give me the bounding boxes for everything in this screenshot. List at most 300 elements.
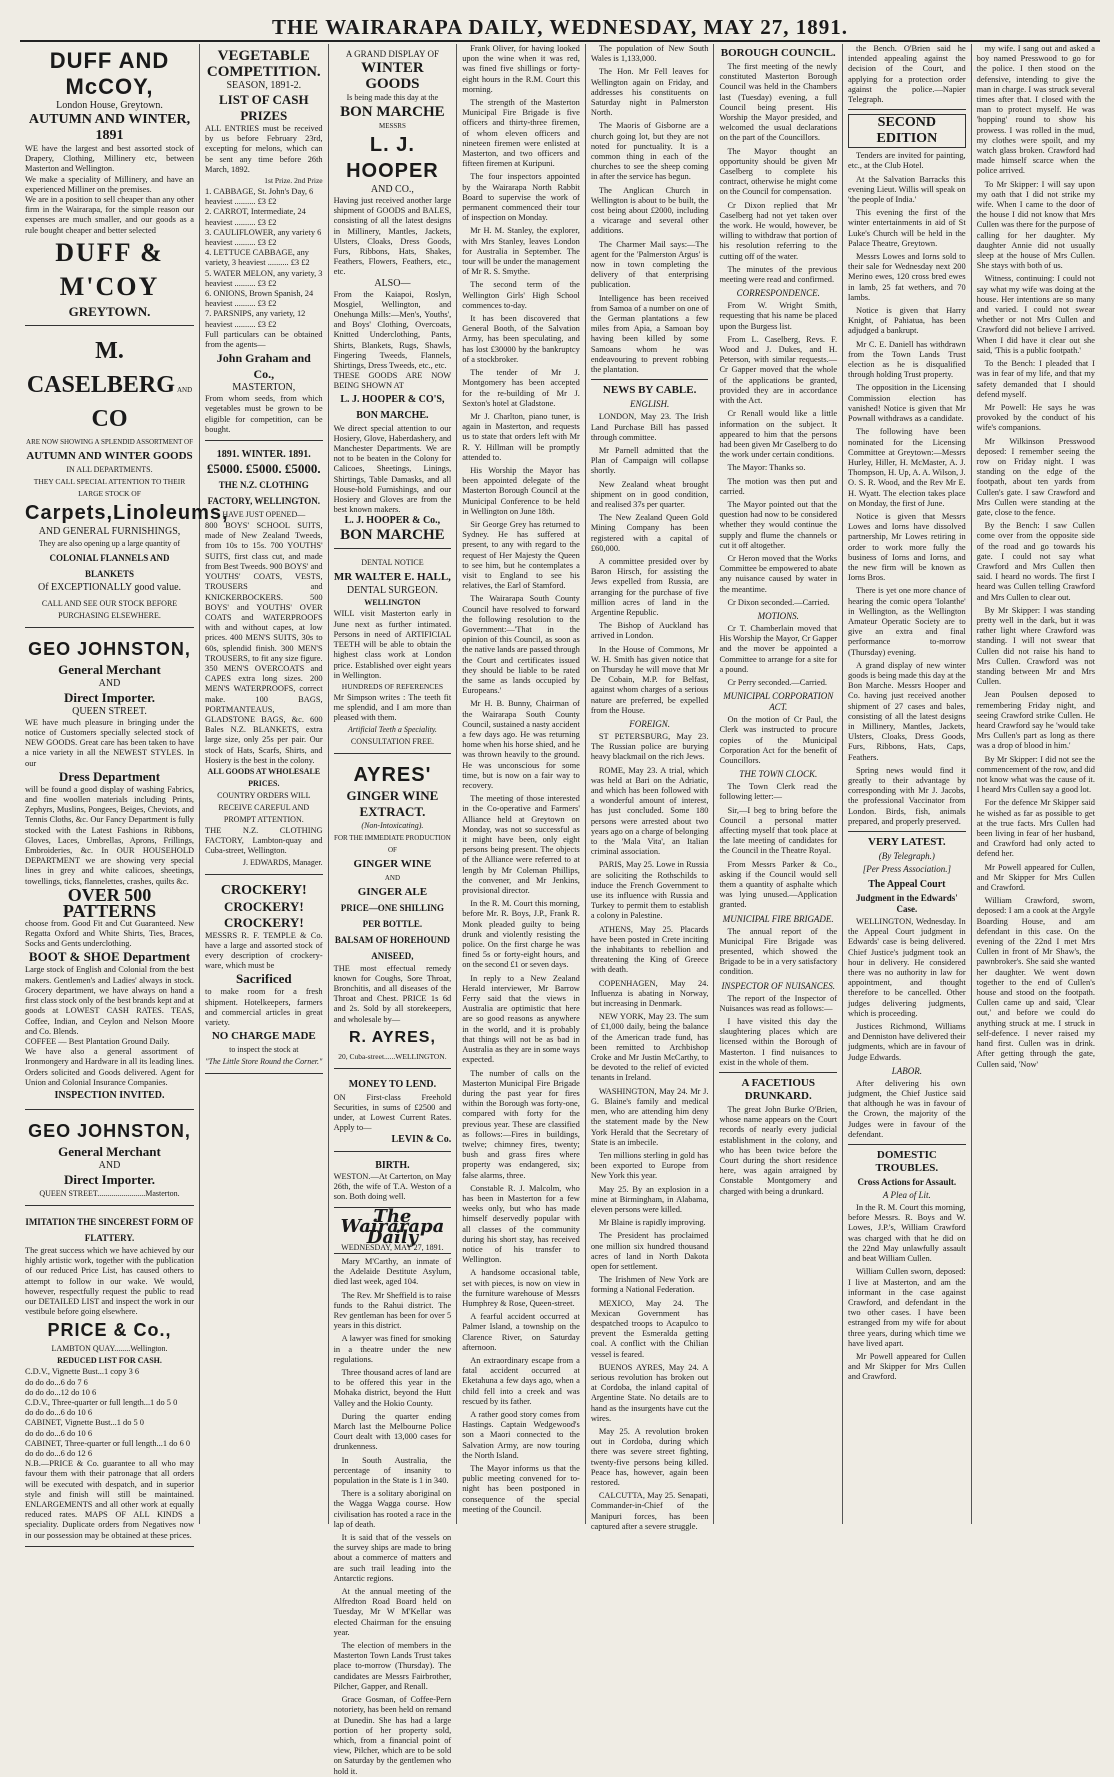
ad-line: They are also opening up a large quantity of [38,538,181,548]
masthead: THE WAIRARAPA DAILY, WEDNESDAY, MAY 27, 1891. [20,14,1100,42]
article: In the R. M. Court this morning, before Mr. R. Boys, J.P., Frank R. Monk pleaded guilty to being drunk and violently resisting the police. On the first charge he was fined 5s or forty-eight hours, and on the second £1 or seven days. [462,899,580,970]
divider [591,379,709,380]
column-7 [843,44,972,1524]
ad-name: BON MARCHE [340,104,445,120]
ad-place: LAMBTON QUAY........Wellington. [51,1344,168,1354]
ad-street: QUEEN STREET........................Masterton. [39,1188,180,1198]
vegetable-competition-ad [205,44,323,441]
ad-subtitle: London House, Greytown. [56,100,163,111]
article: Justices Richmond, Williams and Denniston have delivered their judgments, which are in favour of Judge Edwards. [848,1022,966,1062]
section-subheading: LABOR. [891,1065,922,1076]
ad-line: AND [384,873,400,882]
article: After delivering his own judgment, the Chief Justice said that although he was in favour of the Crown, the majority of the Judges were in favour of the defendant. [848,1078,966,1139]
cable-item: WASHINGTON, May 24. Mr J. G. Blaine's family and medical men, who are attending him deny the statement made by the New York Herald that the Secretary of State is an imbecile. [590,1086,709,1147]
ad-and: AND [98,677,121,689]
ad-body: WE have much pleasure in bringing under the notice of Customers specially selected stock of NEW GOODS. Great care has been taken to have a nice variety in all the NEWEST STYLES. In our [25,717,194,768]
article: Tenders are invited for painting, etc., at the Club Hotel. [848,151,966,171]
ad-name: THE N.Z. CLOTHING FACTORY, WELLINGTON. [207,480,321,507]
section-subheading: A Plea of Lit. [882,1190,931,1201]
article: WELLINGTON, Wednesday. In the Appeal Court judgment in Edwards' case is being delivered. Chief Justice's judgment took an hour in delivery. He considered there was no authority in law for appointment, and thought therefore to be cancelled. Other judges delivering judgments, which is proceeding. [848,917,966,1018]
crockery-ad [205,879,323,1075]
ad-patterns: OVER 500 PATTERNS [62,884,157,921]
section-subheading: (By Telegraph.) [878,851,935,862]
article: The Mayor thought an opportunity should be given Mr Caselberg to complete his contract, otherwise he might come on the Council for compensation. [719,146,838,197]
ad-body: Large stock of English and Colonial from the best makers. Gentlemen's and Ladies' always in stock. Grocery department, we have always on hand a first class stock only of the best brands kept and at goods at LOWEST CASH RATES. TEAS, Coffee, Indian, and Ceylon and Nelson Moore and Co. Blends. [25,965,194,1036]
column-6 [714,44,843,1524]
article: From W. Wright Smith, requesting that his name be placed upon the Burgess list. [719,301,838,331]
article: It is said that of the vessels on the survey ships are made to bring about a commerce of matters and are such trail leading into the Antarctic regions. [333,1533,452,1583]
column-8 [972,44,1100,1524]
ad-line: FOR THE IMMEDIATE PRODUCTION OF [334,833,451,854]
ad-store: "The Little Store Round the Corner." [205,1057,323,1067]
ad-carpets: Carpets, [25,501,114,524]
article: Mr Powell appeared for Cullen, and Mr Skipper for Mrs Cullen and Crawford. [976,862,1095,893]
article: At the annual meeting of the Alfredton Road Board held on Tuesday, Mr W M'Kellar was elected Chairman for the ensuing year. [333,1587,452,1637]
ad-body: We make a speciality of Millinery, and have an experienced Milliner on the premises. [25,174,194,194]
ad-line: ALL GOODS AT WHOLESALE PRICES. [207,766,321,788]
cable-item: In the House of Commons, Mr W. H. Smith has given notice that on Thursday he will move that Mr De Cobain, M.P. for Belfast, against whom charges of a serious nature are preferred, be expelled from the House. [590,644,709,715]
ad-body: THE most effectual remedy known for Coughs, Sore Throat, Bronchitis, and all diseases of the Throat and Chest. PRICE 1s 6d and 2s. Sold by all storekeepers, and wholesale by— [333,963,452,1024]
ad-line: THEY CALL SPECIAL ATTENTION TO THEIR LARGE STOCK OF [33,476,186,498]
article: The Mayor: Thanks so. [727,463,806,473]
section-heading: A FACETIOUS DRUNKARD. [741,1077,815,1103]
cable-item: The Bishop of Auckland has arrived in London. [590,621,709,641]
article: To the Bench: I pleaded that I was in fear of my life, and that my safety demanded that I should defend myself. [976,359,1095,399]
ad-body: ON First-class Freehold Securities, in sums of £2500 and under, at Lowest Current Rates. Apply to— [333,1092,452,1133]
column-4 [457,44,586,1524]
ad-body: We have also a general assortment of Ironmongery and Hardware in all its leading lines. Orders solicited and Goods delivered. Agent for Union and Colonial Insurance Companies. [25,1047,194,1087]
ad-name: BON MARCHE [340,527,445,544]
ad-name: DUFF & M'COY [55,237,164,301]
caselberg-ad [25,330,229,628]
ad-price: PRICE—ONE SHILLING PER BOTTLE. [340,902,445,929]
ad-line: MESSRS [378,122,406,130]
ad-head: CROCKERY! CROCKERY! [223,898,304,930]
section-subheading: CORRESPONDENCE. [736,288,820,299]
section-subheading: ENGLISH. [630,399,670,410]
ad-list: LIST OF CASH PRIZES [219,92,309,123]
birth-notice [334,1156,452,1209]
ad-body: COFFEE — Best Plantation Ground Daily. [25,1036,170,1046]
article: William Crawford, sworn, deposed: I am a cook at the Argyle Boarding House, and am defendant in this case. On the evening of the 22nd I met Mrs Cullen in front of Mr Shaw's, the pawnbroker's. She said she wanted her daughter. We went down together to the end of Cullen's house and stood on the footpath. Cullen came up and said, 'Clear out,' and before we could do anything struck at me. I struck in self-defence. I never raised my hand first. Cullen was in drink. After getting through the gate, Cullen said, 'Now' [976,896,1095,1069]
paper-title: The Wairarapa Daily [340,1206,445,1248]
ad-body: Mr Simpson writes : The teeth fit me splendid, and I am more than pleased with them. [333,692,452,723]
article: It has been discovered that General Booth, of the Salvation Army, has been speculating, and has lost £30000 by the bankruptcy of a stockbroker. [462,314,580,364]
article: The Rev. Mr Sheffield is to raise funds to the Rahui district. The Rev gentleman has been for over 5 years in this district. [333,1290,452,1331]
ad-head: BIRTH. [375,1159,410,1171]
price-row: do do do...6 do 12 6 [25,1448,92,1458]
article: The Mayor informs us that the public meeting convened for to-night has been postponed in consequence of the special meeting of the Council. [462,1464,580,1514]
ad-nocharge: NO CHARGE MADE [211,1030,316,1043]
ad-agent: John Graham and Co., [216,351,311,382]
duff-mccoy-ad [25,44,194,326]
ad-firm: R. AYRES, [348,1028,436,1046]
article: Three thousand acres of land are to be offered this year in the Mohaka district, beyond the Hutt Valley and the Hokio County. [333,1368,452,1408]
ad-line: COLONIAL FLANNELS AND BLANKETS [49,552,170,579]
divider [848,1144,966,1145]
article: There is yet one more chance of hearing the comic opera 'Iolanthe' in Wellington, as the Wellington Amateur Operatic Society are to give an extra and final performance to-morrow (Thursday) evening. [848,586,966,657]
ad-line: to inspect the stock at [229,1045,299,1055]
article: During the quarter ending March last the Melbourne Police Court dealt with 13,000 cases for drunkenness. [333,1411,452,1452]
article: The Town Clerk read the following letter:— [719,782,838,802]
ad-name: M. CASELBERG [26,337,175,398]
article: The population of New South Wales is 1,133,000. [590,44,709,64]
article: Cr Renall would like a little information on the subject. It appeared to him that the persons had been given Mr Caselberg to do the work under certain conditions. [719,409,838,460]
geo-johnston-ad [25,632,194,1110]
cable-item: New Zealand wheat brought shipment on in good condition, and realised 37s per quarter. [590,479,709,509]
section-subheading: FOREIGN. [629,718,670,729]
article: Messrs Lowes and Iorns sold to their sale for Wednesday next 200 Merino ewes, 120 cross bred ewes in lamb, 25 fat wethers, and 70 lambs. [848,252,966,302]
ad-line: COUNTRY ORDERS WILL RECEIVE CAREFUL AND PROMPT ATTENTION. [217,790,311,824]
ad-list: REDUCED LIST FOR CASH. [57,1356,162,1366]
divider [848,831,966,832]
ad-firm: L. J. HOOPER [346,134,439,182]
article: The minutes of the previous meeting were read and confirmed. [719,264,838,285]
money-lend-ad [334,1073,452,1152]
veg-row: 3. CAULIFLOWER, any variety 6 heaviest .......... £3 £2 [205,227,322,248]
ad-dept: Dress Department [58,768,161,784]
section-heading: DOMESTIC TROUBLES. [875,1149,939,1175]
ad-body: From the Kaiapoi, Roslyn, Mosgiel, Wellington, and Onehunga Mills:—Men's, Youths', and Boys' Clothing, Overcoats, Knitted Underclothing, Pants, Shirts, Blankets, Rugs, Shawls, Fingering Tweeds, Flannels, Shirtings, Dress Tweeds, etc., etc. [333,289,452,371]
section-subheading: [Per Press Association.] [862,864,951,875]
article: Notice is given that Messrs Lowes and Iorns have dissolved partnership, Mr Lowes retiring in order to work more fully the business of Iorns and Iorns, and the new firm will be known as Iorns Bros. [848,511,966,583]
ad-sacrificed: Sacrificed [236,971,292,987]
section-heading: The Appeal Court [868,879,946,891]
ad-body: to make room for a fresh shipment. Hotelkeepers, farmers and commercial articles in great variety. [205,987,323,1027]
article: The great John Burke O'Brien, whose name appears on the Court records of nearly every judicial establishment in the colony, and who has been twice before the Court during the short residence here, was again arraigned by Constable Montgomery and charged with being a drunkard. [719,1105,838,1196]
article: To Mr Skipper: I will say upon my oath that I did not strike my wife. When I came to the door of the house I did not know that Mrs Cullen was there for the purpose of calling for her daughter. My daughter Annie did not usually sleep at the house of Mrs Cullen. She stays with both of us. [976,179,1095,271]
ad-title: DUFF AND McCOY, [49,48,170,99]
article: In South Australia, the percentage of insanity to population in the State is 1 in 340. [333,1455,452,1486]
section-subheading: Cross Actions for Assault. [857,1177,957,1188]
article: Jean Poulsen deposed to remembering Friday night, and seeing Crawford strike Cullen. He heard Crawford say he 'would take Mrs Cullen's part as long as there was a drop of blood in him.' [976,690,1095,751]
ad-firm: L. J. HOOPER & Co., [344,515,441,527]
article: The strength of the Masterton Municipal Fire Brigade is five officers and thirty-three firemen, of whom eleven officers and nineteen firemen were enlisted at Masterton, and two officers and fifteen firemen at Kuripuni. [462,98,580,169]
ad-body: will be found a good display of washing Fabrics, and fine woollen materials including Prints, Zephyrs, Muslins, Pongees, Beiges, Cheviots, and Tennis Cloths, &c. Our Fancy Department is fully stocked with the Latest Fashions in Ribbons, Gloves, Laces, Umbrellas, Aprons, Frillings, Embroideries, &c. In OUR HOUSEHOLD DEPARTMENT we are showing very special lines in grey and white calicoes, sheetings, towellings, ticks, flannelettes, crashes, quilts &c. [25,784,194,886]
article: By Mr Skipper: I was standing pretty well in the dark, but it was rather light where Crawford was standing. I will not swear that Cullen did not raise his hand to Mrs Cullen. Crawford was not standing between Mr and Mrs Cullen. [976,605,1095,687]
article: Cr T. Chamberlain moved that His Worship the Mayor, Cr Gapper and the mover be appointed a Committee to arrange for a site for a pound. [719,623,838,674]
article: Witness, continuing: I could not say what my wife was doing at the house. Her intentions are so many and varied. I could not swear whether or not Mrs Cullen and Crawford did not believe I arrived. When I did have it clear out she said, 'This is a public footpath.' [976,274,1095,355]
article: The first meeting of the newly constituted Masterton Borough Council was held in the Chambers last (Tuesday) evening, a full Council being present. His Worship the Mayor presided, and welcomed the usual declarations on the part of the Councillors. [719,62,838,143]
ad-name: AYRES' [353,763,432,786]
ad-name: PRICE & Co., [47,1320,172,1341]
ad-role: DENTAL SURGEON. [346,585,438,597]
veg-row: 1. CABBAGE, St. John's Day, 6 heaviest .......... £3 £2 [205,187,314,207]
price-row: do do do...6 do 7 6 [25,1377,88,1387]
paper-date: WEDNESDAY, MAY 27, 1891. [334,1243,452,1254]
ad-line: Artificial Teeth a Speciality. [347,724,437,734]
article: The second term of the Wellington Girls' High School commences to-day. [462,280,580,310]
geo-johnston-ad-2 [25,1114,194,1206]
columns [20,44,1100,1776]
ad-head: CROCKERY! [220,882,307,898]
ad-line: ALSO— [374,277,411,289]
ad-manager: J. EDWARDS, Manager. [242,857,323,867]
ad-body: Full particulars can be obtained from the agents— [205,329,323,350]
veg-row: 4. LETTUCE CABBAGE, any variety, 3 heaviest .......... £3 £2 [205,248,310,268]
article: Cr Dixon replied that Mr Caselberg had not yet taken over the work. He would, however, be willing to withdraw that portion of his resolution referring to the cutting off of the water. [719,200,838,261]
article: This evening the first of the winter entertainments in aid of St Luke's Church will be held in the Palace Theatre, Greytown. [848,208,966,248]
article: The motion was then put and carried. [719,476,838,496]
ad-co: CO [91,405,128,432]
article: Mr Powell appeared for Cullen and Mr Skipper for Mrs Cullen and Crawford. [848,1351,966,1382]
ad-line: IN ALL DEPARTMENTS. [66,464,153,474]
column-1 [20,44,229,1540]
article: Mr H. M. Stanley, the explorer, with Mrs Stanley, leaves London for Australia in September. The tour will be under the management of Mr R. S. Smythe. [462,226,580,277]
ad-street: QUEEN STREET. [72,705,147,717]
price-rows [25,1367,194,1459]
ad-note: N.B.—PRICE & Co. guarantee to all who may favour them with their patronage that all orders will be executed with despatch, and in superior style and finish will still be maintained. ENLARGEMENTS and all other work at equally reduced rates. MAPS OF ALL KINDS a speciality. Duplicate orders from Negatives now in our possession may be obtained at these prices. [25,1459,194,1540]
ad-role: General Merchant [58,1143,161,1159]
article: my wife. I sang out and asked a boy named Presswood to go for the police. I then stood on the defensive, intending to give the man in charge. I was struck several times after that. I closed with the man to protect myself. He was 'hopping' round to show his prowess. I was rolled in the mud, my clothes were spoilt, and my watch glass broken. Crawford had made himself scarce when the police arrived. [976,44,1095,176]
ad-winter: WINTER GOODS [361,60,424,92]
ad-linoleums: Linoleums, [113,501,229,524]
article: The tender of Mr J. Montgomery has been accepted for the re-building of Mr J. Sexton's hotel at Gladstone. [462,368,580,408]
article: A fearful accident occurred at Palmer Island, a township on the Clarence River, on Saturday afternoon. [462,1312,580,1352]
article: The four inspectors appointed by the Wairarapa North Rabbit Board to supervise the work of permanent commenced their tour of inspection on Monday. [462,172,580,223]
ad-body: 800 BOYS' SCHOOL SUITS, made of New Zealand Tweeds, from 10s to 15s. 700 YOUTHS' SUITS, first class cut, and made from Best Tweeds. 900 BOYS' and YOUTHS' COATS, VESTS, TROUSERS and KNICKERBOCKERS. 500 BOYS' and YOUTHS' OVER COATS and WATERPROOFS with and without capes, at low prices. 400 MEN'S SUITS, 30s to 60s, splendid finish. 300 MEN'S TROUSERS, to fit any size figure. 350 MEN'S OVERCOATS and CAPES extra long sizes. 200 MEN'S WATERPROOFS, correct make. 100 BAGS, PORTMANTEAUS, GLADSTONE BAGS, &c. 600 Bales N.Z. BLANKETS, extra large size, only 25s per pair. Our stock of Hats, Scarfs, Shirts, and Hosiery is the best in the colony. [205,521,323,765]
ad-product: GINGER WINE EXTRACT. [346,787,439,819]
ad-body: We are in a position to sell cheaper than any other firm in the Wairarapa, for the simple reason our expenses are much smaller, and our goods as a rule bought cheaper and better selected [25,195,194,235]
ad-town: MASTERTON, [232,382,296,394]
ad-body: WESTON.—At Carterton, on May 26th, the wife of T.A. Weston of a son. Both doing well. [333,1171,452,1201]
article: The annual report of the Municipal Fire Brigade was presented, which showed the Brigade to be in a very satisfactory condition. [719,926,838,977]
ad-pounds: £5000. £5000. £5000. [206,461,321,477]
column-3 [329,44,458,1776]
section-subheading: MOTIONS. [757,610,799,621]
ad-body: THESE GOODS ARE NOW BEING SHOWN AT [333,371,452,391]
section-heading: VERY LATEST. [868,836,946,849]
ad-line: (Non-Intoxicating). [361,820,424,830]
ad-body: From whom seeds, from which vegetables must be grown to be eligible for competition, can be bought. [205,394,323,434]
article: Sir George Grey has returned to Sydney. He has suffered at present, to any with regard to the request of Her Majesty the Queen to see him, but he contemplates a visit to England to see his relatives, the Earl of Stamford. [462,519,580,591]
article: Notice is given that Harry Knight, of Pahiatua, has been adjudged a bankrupt. [848,306,966,336]
cable-item: MEXICO, May 24. The Mexican Government has despatched troops to Acapulco to prevent the Esmeralda getting coal. A conflict with the Chilian vessel is feared. [590,1298,709,1359]
ad-line: GINGER WINE [353,857,432,870]
ad-inspect: INSPECTION INVITED. [54,1089,165,1101]
veg-row: 6. ONIONS, Brown Spanish, 24 heaviest .......... £3 £2 [205,289,314,309]
ad-body: The great success which we have achieved by our highly artistic work, together with the publication of our reduced Price List, has caused others to attempt to follow in our wake. We would, however, respectfully request the public to read our DETAILED LIST and inspect the work in our vestibule before going elsewhere. [25,1245,194,1317]
cable-item: The President has proclaimed one million six hundred thousand acres of land in North Dakota open for settlement. [590,1231,709,1271]
cable-item: May 25. By an explosion in a mine at Birmingham, in Alabama, eleven persons were killed. [590,1184,709,1214]
article: The number of calls on the Masterton Municipal Fire Brigade during the past year for fires within the Borough was forty-one, compared with forty for the previous year. These are classified as follows:—Fires in buildings, twelve; chimney fires, twenty; bush and grass fires where property was endangered, six; false alarms, three. [462,1068,580,1180]
ad-years: 1891. WINTER. 1891. [216,449,311,461]
article: I have visited this day the slaughtering places which are licensed within the Borough of Masterton. I find nuisances to exist in the whole of them. [719,1017,838,1067]
veg-row: 7. PARSNIPS, any variety, 12 heaviest .......... £3 £2 [205,309,306,329]
price-row: CABINET, Vignette Bust...1 do 5 0 [25,1418,144,1428]
article: Frank Oliver, for having looked upon the wine when it was red, was fined five shillings or forty-eight hours in the R.M. Court this morning. [462,44,580,94]
ad-body: MESSRS R. F. TEMPLE & Co. have a large and assorted stock of every description of crockery-ware, which must be [205,930,323,971]
section-heading: SECOND EDITION [848,114,966,148]
column-2 [200,44,329,1524]
cable-item: LONDON, May 23. The Irish Land Purchase Bill has passed through committee. [590,412,709,442]
article: In the R. M. Court this morning, before Messrs. R. Boys and W. Lowes, J.P.'s, William Crawford was charged with that he did on the 22nd May unlawfully assault and beat William Cullen. [848,1203,966,1264]
article: Cr Dixon seconded.—Carried. [727,597,830,607]
ad-head: MONEY TO LEND. [348,1078,437,1090]
cable-item: ROME, May 23. A trial, which was held at Bari on the Adriatic, and which has been followed with a wonderful amount of interest, has just concluded. Some 180 persons were arrested about two years ago on a charge of belonging to the 'Mala Vita', an Italian criminal association. [590,765,709,857]
cable-item: NEW YORK, May 23. The sum of £1,000 daily, being the balance of the American trade fund, has been remitted to Archbishop Croke and Mr Justin McCarthy, to be devoted to the relief of evicted tenants in Ireland. [590,1012,709,1083]
article: The Hon. Mr Fell leaves for Wellington again on Friday, and addresses his constituents on Saturday night in Palmerston North. [590,67,709,118]
ad-head: DENTAL NOTICE [361,558,424,568]
article: Mr Wilkinson Presswood deposed: I remember seeing the row on Friday night. I was standing on the edge of the footpath, about ten yards from Cullen's gate. I saw Crawford and Mrs Cullen were standing at the gate, close to the fence. [976,436,1095,517]
article: Grace Gosman, of Coffee-Pern notoriety, has been held on remand at Dunedin. She has had a large portion of her property sold, which, from a financial point of view, Pilcher, which are to be sold on Saturday by the gentlemen who hold it. [333,1695,452,1776]
ayres-ad [334,758,452,1069]
ad-town: GREYTOWN. [68,303,151,319]
article: Constable R. J. Malcolm, who has been in Masterton for a few weeks only, but who has made himself deservedly popular with all classes of the community during his short stay, has received notice of his transfer to Wellington. [462,1183,580,1265]
price-row: CABINET, Three-quarter or full length...1 do 6 0 [25,1438,191,1448]
cable-item: Mr Blaine is rapidly improving. [598,1218,706,1228]
ad-line: CONSULTATION FREE. [350,736,434,746]
article: The following have been nominated for the Licensing Committee at Greytown:—Messrs Hurley, Hiller, H. McMaster, A. J. Thompson, H. Up, A. A. Wilson, J. O. S. R. Wood, and the Rev Mr E. H. Wyatt. The election takes place on Monday, the first of June. [848,427,966,508]
article: From L. Caselberg, Revs. F. Wood and J. Dukes, and H. Peterson, with similar requests.—Cr Gapper moved that the whole of the applications be granted, provided they are in accordance with the Act. [719,334,838,406]
ad-name: MR WALTER E. HALL, [333,571,451,584]
section-heading: NEWS BY CABLE. [602,384,697,397]
ad-head: IMITATION THE SINCEREST FORM OF FLATTERY. [25,1216,194,1243]
veg-rows [205,187,323,330]
ad-dept: BOOT & SHOE Department [28,949,191,965]
veg-row: 5. WATER MELON, any variety, 3 heaviest .......... £3 £2 [205,268,323,288]
article: By Mr Skipper: I did not see the commencement of the row, and did not know what was the cause of it. I heard Mrs Cullen say a good lot. [976,754,1095,795]
section-subheading: MUNICIPAL CORPORATION ACT. [723,691,834,713]
section-subheading: THE TOWN CLOCK. [739,769,818,780]
article: The report of the Inspector of Nuisances was read as follows:— [719,993,838,1013]
ad-line: BALSAM OF HOREHOUND ANISEED, [334,934,450,961]
article: Intelligence has been received from Samoa of a number on one of the German plantations a few miles from Apia, a Samoan boy having been killed by some Samoans whom he was endeavouring to prevent robbing the plantation. [590,293,709,375]
price-co-ad [25,1210,194,1547]
article: Mr C. E. Daniell has withdrawn from the Town Lands Trust election as he is disqualified through holding Trust property. [848,339,966,380]
section-heading: BOROUGH COUNCIL. [720,47,836,59]
ad-body: We direct special attention to our Hosiery, Glove, Haberdashery, and Manchester Departments. We are not to be beaten in the Colony for Calicoes, Sheetings, Linings, Shirtings, Table Damasks, and all House-hold Furnishings, and our Hosiery and Gloves are from the best known makers. [333,423,452,515]
ad-line: ARE NOW SHOWING A SPLENDID ASSORTMENT OF [26,437,193,446]
cable-item: COPENHAGEN, May 24. Influenza is abating in Norway, but increasing in Denmark. [590,978,709,1009]
ad-and: AND [98,1159,121,1171]
ad-firm: L. J. HOOPER & CO'S, BON MARCHE. [340,393,445,421]
column-5 [586,44,715,1531]
ad-line: GINGER ALE [357,885,428,898]
article: In reply to a New Zealand Herald interviewer, Mr Barrow Ferry said that the views in Australia are optimistic that here are so good reasons as anywhere in the world, and it is probably that things will not be as bad in Australia as they are in some ways expected. [462,973,580,1065]
ad-body: ALL ENTRIES must be received by us before February 23rd, excepting for melons, which can be sent any time before 26th March, 1892. [205,124,323,174]
article: A rather good story comes from Hastings. Captain Wedgewood's son a Maori connected to the Salvation Army, are now touring the North Island. [462,1410,580,1460]
ad-line: Of EXCEPTIONALLY good value. [37,581,182,593]
article: the Bench. O'Brien said he intended appealing against the decision of the Court, and applying for a protection order against the police.—Napier Telegraph. [848,44,966,105]
article: Cr Perry seconded.—Carried. [727,677,827,687]
divider [848,109,966,110]
article: Mary M'Carthy, an inmate of the Adelaide Destitute Asylum, died last week, aged 104. [333,1256,452,1287]
article: Mr H. B. Bunny, Chairman of the Wairarapa South County Council, sustained a nasty accident a few days ago. He was returning home when his horse shied, and he was thrown heavily to the ground. He was unconscious for some time, but is now on a fair way to recovery. [462,699,580,791]
article: His Worship the Mayor has been appointed delegate of the Masterton Borough Council at the Municipal Conference to be held in Wellington on June 18th. [462,465,580,516]
cable-item: ST PETERSBURG, May 23. The Russian police are burying heavy blackmail on the rich Jews. [590,731,709,762]
price-row: do do do...6 do 10 6 [25,1408,92,1418]
price-row: C.D.V., Three-quarter or full length...1 do 5 0 [25,1397,178,1407]
ad-opened: HAVE JUST OPENED— [222,510,306,520]
ad-head: A GRAND DISPLAY OF [345,49,439,59]
article: Sir,—I beg to bring before the Council a personal matter affecting myself that took place at the late meeting of candidates for the Council in the Theatre Royal. [719,805,838,856]
article: The opposition in the Licensing Commission election has vanished! Notice is given that Mr Pownall withdraws as a candidate. [848,383,966,424]
section-subheading: INSPECTOR OF NUISANCES. [721,980,836,991]
ad-body: Having just received another large shipment of GOODS and BALES, consisting of all the latest designs in Millinery, Mantles, Jackets, Ulsters, Cloaks, Dress Goods, Furs, Ribbons, Hats, Shakes, Feathers, Flowers, Feathers, etc., etc. [333,196,452,277]
ad-line: CALL AND SEE OUR STOCK BEFORE PURCHASING ELSEWHERE. [41,598,178,620]
article: Spring news would find it greatly to their advantage by corresponding with Mr J. Jacobs, the professional Vaccinator from London. Birds, fish, animals prepared, and properly preserved. [848,765,966,826]
article: A lawyer was fined for smoking in a theatre under the new regulations. [333,1334,452,1364]
ad-cols: 1st Prize. 2nd Prize [264,176,323,186]
ad-role: Direct Importer. [64,689,155,705]
cable-item: The Irishmen of New York are forming a National Federation. [590,1275,709,1295]
cable-item: A committee presided over by Baron Hirsch, for assisting the Jews expelled from Russia, are arranging for the purchase of five million acres of land in the Argentine Republic. [590,556,709,617]
nz-clothing-ad [205,445,323,874]
bon-marche-ad [334,44,452,549]
article: A grand display of new winter goods is being made this day at the Bon Marche. Messrs Hooper and Co. having just received another shipment of 27 cases and bales, consisting of all the latest designs in Millinery, Mantles, Jackets, Ulsters, Cloaks, Dress Goods, Furs, Ribbons, Hats, Caps, Feathers. [848,660,966,762]
ad-line: AND GENERAL FURNISHINGS, [38,525,181,537]
price-row: do do do...6 do 10 6 [25,1428,92,1438]
article: There is a solitary aboriginal on the Wagga Wagga course. How civilisation has rooted a race in the lap of death. [333,1489,452,1529]
article: Mr J. Charlton, piano tuner, is again in Masterton, and requests us to state that orders left with Mr R. Y. Hillman will be promptly attended to. [462,411,580,462]
article: The Maoris of Gisborne are a church going lot, but they are not noted for punctuality. It is a common thing in each of the churches to see the sheep coming in after the service has begun. [590,121,709,182]
editorial [333,1206,452,1777]
ad-line: AUTUMN AND WINTER GOODS [26,449,193,462]
veg-row: 2. CARROT, Intermediate, 24 heaviest .......... £3 £2 [205,207,306,227]
price-row: do do do...12 do 10 6 [25,1387,97,1397]
cable-item: Ten millions sterling in gold has been exported to Europe from New York this year. [590,1150,709,1181]
article: An extraordinary escape from a fatal accident occurred at Eketahuna a few days ago, when a child fell into a creek and was rescued by its father. [462,1355,580,1406]
ad-season: SEASON, 1891-2. [226,80,302,91]
cable-item: May 25. A revolution broken out in Cordoba, during which there was severe street fighting, twenty-five persons being killed. Peace has, however, again been restored. [590,1426,709,1487]
ad-line: HUNDREDS OF REFERENCES [341,681,444,691]
ad-body: WE have the largest and best assorted stock of Drapery, Clothing, Millinery etc, between Masterton and Wellington. [25,144,194,174]
ad-and: AND [176,385,193,394]
ad-role: Direct Importer. [64,1171,155,1187]
article: The Wairarapa South County Council have resolved to forward the following resolution to the Government:—'That in the opinion of this Council, as soon as the native lands are passed through the Court and certificates issued they should be liable to be rated the same as lands occupied by Europeans.' [462,594,580,696]
article: The Charmer Mail says:—The agent for the 'Palmerston Argus' is now in town completing the delivery of that enterprising publication. [590,239,709,290]
article: Cr Heron moved that the Works Committee be empowered to abate any nuisance caused by water in the meantime. [719,553,838,594]
ad-season: AUTUMN AND WINTER, 1891 [28,112,191,143]
article: William Cullen sworn, deposed: I live at Masterton, and am the informant in the case against Crawford, and defendant in the two other cases. I have been estranged from my wife for about three years, during which time we have lived apart. [848,1267,966,1348]
article: The election of members in the Masterton Town Lands Trust takes place to-morrow (Thursday). The candidates are Messrs Fairbrother, Pilcher, Gapper, and Renall. [333,1641,452,1691]
article: On the motion of Cr Paul, the Clerk was instructed to procure copies of the Municipal Corporation Act for the benefit of Councillors. [719,715,838,765]
ad-body: THE N.Z. CLOTHING FACTORY, Lambton-quay and Cuba-street, Wellington. [205,825,323,856]
cable-item: CALCUTTA, May 25. Senapati, Commander-in-Chief of the Manipuri forces, has been captured after a severe struggle. [590,1491,709,1531]
ad-body: choose from. Good Fit and Cut Guaranteed. New Regatta Oxford and White Shirts, Ties, Braces, Socks and Gents underclothing. [25,918,194,949]
cable-item: Mr Parnell admitted that the Plan of Campaign will collapse shortly. [590,445,709,476]
ad-body: WILL visit Masterton early in June next as further intimated. Persons in need of ARTIFICIAL TEETH will be able to obtain the highest class work at London price. Established over eight years in Wellington. [333,609,452,680]
ad-name: GEO JOHNSTON, [28,1120,191,1141]
article: A handsome occasional table, set with pieces, is now on view in the furniture warehouse of Messrs Humphrey & Rose, Queen-street. [462,1268,580,1308]
ad-firm: LEVIN & Co. [391,1133,452,1145]
cable-item: ATHENS, May 25. Placards have been posted in Crete inciting the inhabitants to rebellion and threatening the King of Greece with death. [590,924,709,975]
ad-name: GEO JOHNSTON, [28,638,191,659]
cable-item: The New Zealand Queen Gold Mining Company has been registered with a capital of £60,000. [590,513,709,553]
cable-item: PARIS, May 25. Lowe in Russia are soliciting the Rothschilds to induce the French Government to use its influence with Russia and Turkey to permit them to establish a colony in Palestine. [590,860,709,921]
article: The Anglican Church in Wellington is about to be built, the cost being about £2000, including a vicarage and several other additions. [590,185,709,236]
ad-role: General Merchant [58,661,161,677]
section-subheading: Judgment in the Edwards' Case. [855,893,958,915]
ad-line: AND CO., [370,184,414,195]
article: At the Salvation Barracks this evening Lieut. Willis will speak on 'the people of India.' [848,174,966,205]
ad-addr: 20, Cuba-street......WELLINGTON. [338,1051,447,1061]
article: From Messrs Parker & Co., asking if the Council would sell them a quantity of asphalte which was lying unused.—Application granted. [719,859,838,910]
ad-line: Is being made this day at the [346,93,439,102]
article: Mr Powell: He says he was provoked by the conduct of his wife's companions. [976,402,1095,433]
dental-ad [334,553,452,753]
section-subheading: MUNICIPAL FIRE BRIGADE. [722,913,834,924]
price-row: C.D.V., Vignette Bust...1 copy 3 6 [25,1367,140,1377]
article: By the Bench: I saw Cullen come over from the opposite side of the road and go towards his gate. I could not say what Crawford and Mrs Cullen then said. I heard no words. The first I heard was Cullen telling Crawford and Mrs Cullen to clear out. [976,521,1095,602]
article: For the defence Mr Skipper said he wished as far as possible to get at the true facts. Mrs Cullen had been living in fear of her husband, and Crawford had only acted to defend her. [976,798,1095,859]
divider [719,1072,837,1073]
ad-town: WELLINGTON [364,598,421,608]
ad-head: VEGETABLE COMPETITION. [206,48,321,80]
cable-item: BUENOS AYRES, May 24. A serious revolution has broken out at Cordoba, the inland capital of Argentine State. No details are to hand as the insurgents have cut the wires. [590,1362,709,1423]
article: The meeting of those interested in the Co-operative and Farmers' Alliance held at Greytown on Monday, was not so successful as it might have been, only eight persons being present. The objects of the Alliance were referred to at length by Mr Coleman Phillips, the convener, and Mr Jenkins, provisional director. [462,794,580,896]
